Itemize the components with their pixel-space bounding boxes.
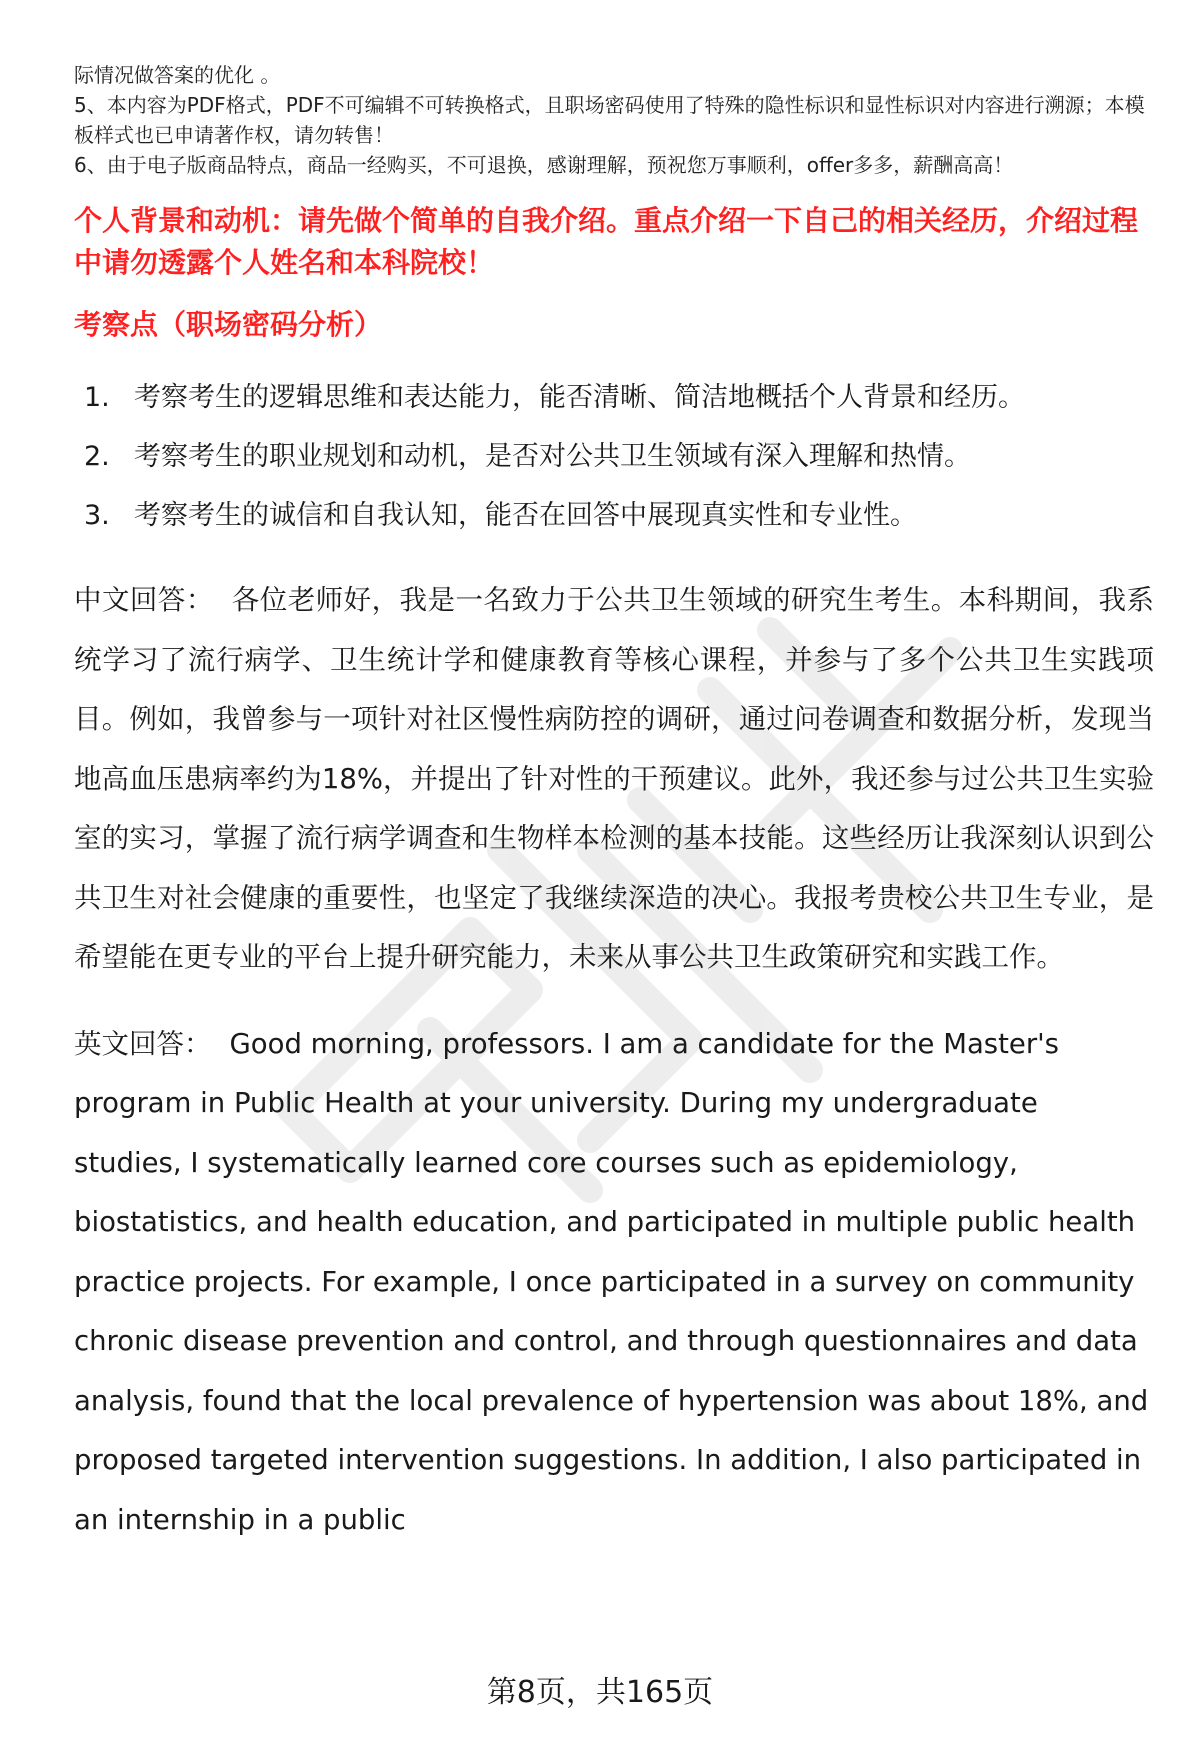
- list-item-text: 考察考生的职业规划和动机，是否对公共卫生领域有深入理解和热情。: [134, 441, 971, 472]
- english-answer-label: 英文回答：: [74, 1027, 212, 1060]
- note-line-2: 5、本内容为PDF格式，PDF不可编辑不可转换格式，且职场密码使用了特殊的隐性标识和显性标识对内容进行溯源；本模板样式也已申请著作权，请勿转售！: [74, 93, 1145, 147]
- english-answer: [74, 1015, 1154, 1551]
- english-answer-text: Good morning, professors. I am a candidate for the Master's program in Public Health at your university. During my undergraduate studies, I systematically learned core courses such as epidemiology, biostatistics, and health education, and participated in multiple public health practice projects. For example, I once participated in a survey on community chronic disease prevention and control, and through questionnaires and data analysis, found that the local prevalence of hypertension was about 18%, and proposed targeted intervention suggestions. In addition, I also participated in an internship in a public: [74, 1027, 1149, 1536]
- note-line-3: 6、由于电子版商品特点，商品一经购买，不可退换，感谢理解，预祝您万事顺利，offer多多，薪酬高高！: [74, 153, 1014, 177]
- exam-points-title: 考察点（职场密码分析）: [74, 308, 383, 341]
- main-content: [74, 60, 1154, 1550]
- notes-section: [74, 60, 1154, 180]
- list-item-number: 2.: [84, 441, 110, 472]
- list-item-text: 考察考生的诚信和自我认知，能否在回答中展现真实性和专业性。: [134, 500, 917, 531]
- list-item-number: 1.: [84, 382, 110, 413]
- chinese-answer-text: 各位老师好，我是一名致力于公共卫生领域的研究生考生。本科期间，我系统学习了流行病学、卫生统计学和健康教育等核心课程，并参与了多个公共卫生实践项目。例如，我曾参与一项针对社区慢性病防控的调研，通过问卷调查和数据分析，发现当地高血压患病率约为18%，并提出了针对性的干预建议。此外，我还参与过公共卫生实验室的实习，掌握了流行病学调查和生物样本检测的基本技能。这些经历让我深刻认识到公共卫生对社会健康的重要性，也坚定了我继续深造的决心。我报考贵校公共卫生专业，是希望能在更专业的平台上提升研究能力，未来从事公共卫生政策研究和实践工作。: [74, 584, 1154, 973]
- page-number: 第8页，共165页: [486, 1675, 714, 1710]
- list-item-number: 3.: [84, 500, 110, 531]
- list-item-text: 考察考生的逻辑思维和表达能力，能否清晰、简洁地概括个人背景和经历。: [134, 382, 1025, 413]
- list-item: [74, 486, 1154, 545]
- exam-points-list: [74, 368, 1154, 545]
- list-item: [74, 368, 1154, 427]
- chinese-answer-label: 中文回答：: [74, 584, 214, 616]
- chinese-answer: [74, 571, 1154, 988]
- note-line-1: 际情况做答案的优化 。: [74, 63, 281, 87]
- list-item: [74, 427, 1154, 486]
- question-heading: 个人背景和动机：请先做个简单的自我介绍。重点介绍一下自己的相关经历，介绍过程中请勿透露个人姓名和本科院校！: [74, 204, 1139, 279]
